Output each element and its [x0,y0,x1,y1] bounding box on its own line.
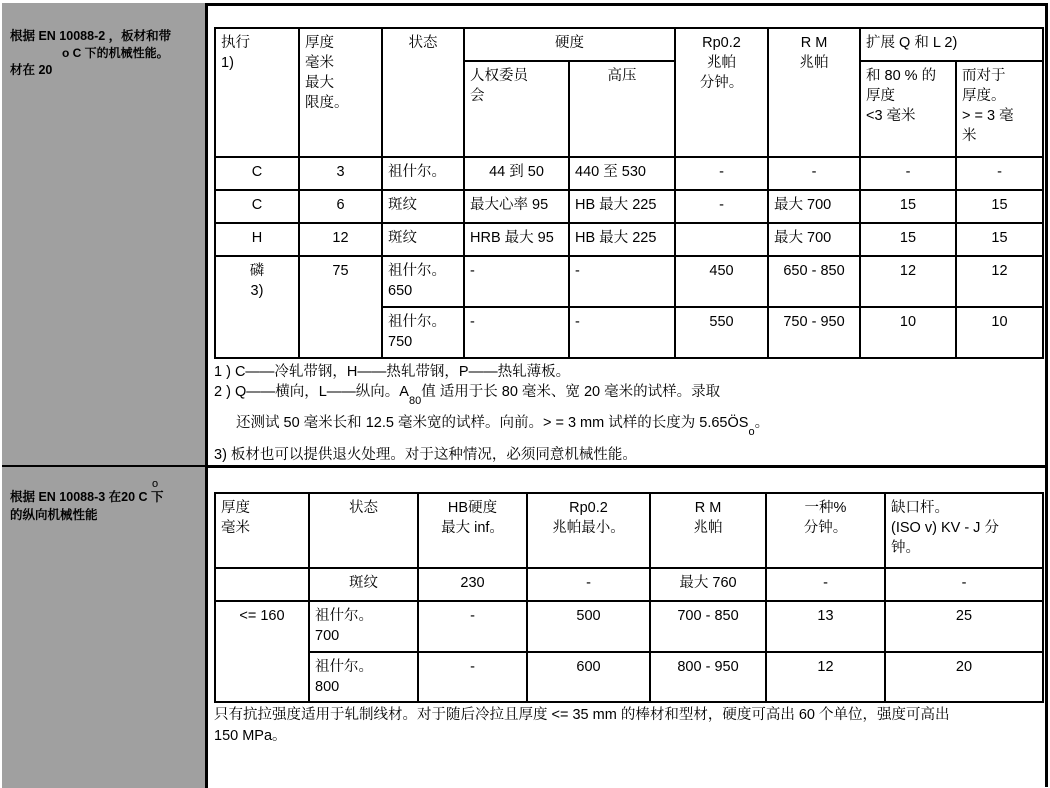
table-cell: 230 [418,568,527,601]
table-cell: 12 [766,652,885,702]
section1-label-line2: o C 下的机械性能。 [62,46,169,60]
table-cell: 祖什尔。 800 [309,652,418,702]
table-row [215,28,1043,61]
table-cell: 450 [675,256,768,307]
table-cell: 75 [299,256,382,358]
table-cell: - [766,568,885,601]
table-cell: - [885,568,1043,601]
table-cell: 500 [527,601,650,652]
table-row [215,601,1043,652]
table-cell: 3 [299,157,382,190]
table-cell: - [956,157,1043,190]
table-cell: HB 最大 225 [569,190,675,223]
table-cell: <= 160 [215,601,309,702]
table-cell: 祖什尔。 [382,157,464,190]
table-cell: 700 - 850 [650,601,766,652]
note-3: 3) 板材也可以提供退火处理。对于这种情况，必须同意机械性能。 [214,447,637,463]
column-header: 硬度 [464,28,675,61]
section1-label-line1: 根据 EN 10088-2 ，板材和带 [10,29,172,43]
table-cell: HRB 最大 95 [464,223,569,256]
column-header: 执行 1) [215,28,299,157]
column-subheader: 人权委员 会 [464,61,569,157]
table-cell: 600 [527,652,650,702]
table-cell: 750 - 950 [768,307,860,358]
column-header: 状态 [382,28,464,157]
section2-label-line1: 根据 EN 10088-3 在20 C 下 [10,490,164,504]
table-cell: 斑纹 [382,223,464,256]
table-cell: 550 [675,307,768,358]
table-cell: 12 [860,256,956,307]
table-cell: 12 [956,256,1043,307]
table-cell: 最大 700 [768,190,860,223]
table-cell: - [860,157,956,190]
section2-label-cell [2,467,208,788]
table-cell: 44 到 50 [464,157,569,190]
column-header: 厚度 毫米 [215,493,309,568]
table-cell: C [215,157,299,190]
column-header: R M 兆帕 [768,28,860,157]
note-2 [214,380,720,407]
column-header: R M 兆帕 [650,493,766,568]
table-cell: - [464,256,569,307]
table-cell: H [215,223,299,256]
note-2-subscript: 80 [408,395,422,407]
table-row [215,493,1043,568]
table-cell: 10 [860,307,956,358]
note-2-continued [236,411,769,438]
table-cell: 磷 3) [215,256,299,358]
column-header: 扩展 Q 和 L 2) [860,28,1043,61]
table-cell: 斑纹 [309,568,418,601]
table-cell [215,568,309,601]
table-cell: 最大 700 [768,223,860,256]
table-cell: 祖什尔。 650 [382,256,464,307]
section2-label-degree: o [152,478,159,490]
note-2-subscript-2: o [748,426,755,438]
column-header: Rp0.2 兆帕最小。 [527,493,650,568]
table-cell: - [768,157,860,190]
column-header: HB硬度 最大 inf。 [418,493,527,568]
table-cell: 15 [956,190,1043,223]
table-cell: 15 [956,223,1043,256]
table-cell: - [569,256,675,307]
mechanical-properties-table-1 [214,27,1044,359]
column-header: 缺口杆。 (ISO v) KV - J 分 钟。 [885,493,1043,568]
table-cell: 15 [860,190,956,223]
note-2-text-b: 值 适用于长 80 毫米、宽 20 毫米的试样。录取 [421,384,721,400]
table-cell: - [569,307,675,358]
table-cell: - [464,307,569,358]
table-row [215,157,1043,190]
section1-label-line3: 材在 20 [10,63,53,77]
table-cell: 12 [299,223,382,256]
table-row [215,568,1043,601]
table-row [215,652,1043,702]
mechanical-properties-table-2 [214,492,1044,703]
section2-label-line2: 的纵向机械性能 [10,508,98,522]
table-cell: 6 [299,190,382,223]
column-header: 一种% 分钟。 [766,493,885,568]
table-cell: 10 [956,307,1043,358]
column-header: 状态 [309,493,418,568]
column-header: 厚度 毫米 最大 限度。 [299,28,382,157]
table-cell: - [418,601,527,652]
table-cell: 25 [885,601,1043,652]
note-2-text-a: 2 ) Q——横向，L——纵向。A [214,384,409,400]
section2-footer-note: 只有抗拉强度适用于轧制线材。对于随后冷拉且厚度 <= 35 mm 的棒材和型材，硬度可高出 60 个单位，强度可高出 150 MPa。 [214,707,950,744]
table-row [215,256,1043,307]
table-cell: 800 - 950 [650,652,766,702]
table-cell: 斑纹 [382,190,464,223]
table-cell: 最大 760 [650,568,766,601]
note-2-text-c: 还测试 50 毫米长和 12.5 毫米宽的试样。向前。> = 3 mm 试样的长度为 5.65ÖS [236,415,749,431]
column-header: Rp0.2 兆帕 分钟。 [675,28,768,157]
table-row [215,190,1043,223]
table-cell [675,223,768,256]
table-cell: - [675,190,768,223]
table-cell: 440 至 530 [569,157,675,190]
table-cell: - [418,652,527,702]
table-cell: - [675,157,768,190]
table-cell: 最大心率 95 [464,190,569,223]
table-cell: 650 - 850 [768,256,860,307]
table-cell: - [527,568,650,601]
note-1: 1 ) C——冷轧带钢，H——热轧带钢，P——热轧薄板。 [214,364,571,380]
table-cell: 15 [860,223,956,256]
table-row [215,223,1043,256]
column-subheader: 而对于 厚度。 > = 3 毫 米 [956,61,1043,157]
table-cell: 祖什尔。 750 [382,307,464,358]
table-cell: C [215,190,299,223]
column-subheader: 和 80 % 的 厚度 <3 毫米 [860,61,956,157]
table-cell: 祖什尔。 700 [309,601,418,652]
note-2-text-d: 。 [754,415,770,431]
table-cell: 20 [885,652,1043,702]
table-cell: 13 [766,601,885,652]
section1-label-cell [2,3,208,467]
column-subheader: 高压 [569,61,675,157]
table-cell: HB 最大 225 [569,223,675,256]
